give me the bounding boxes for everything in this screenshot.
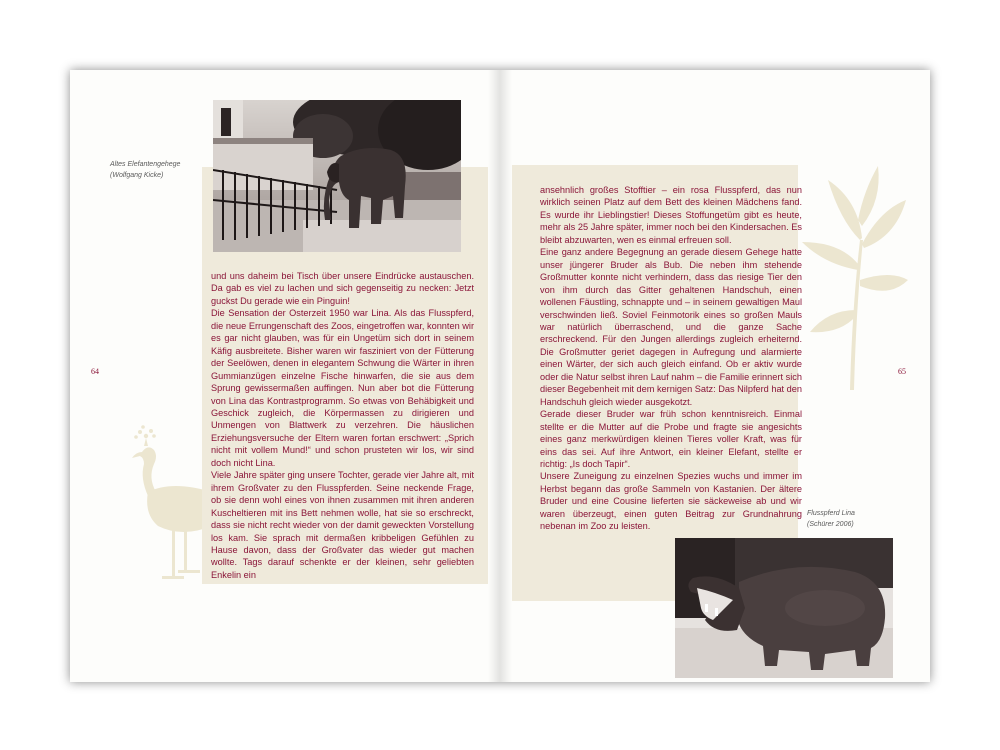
paragraph: und uns daheim bei Tisch über unsere Eindrücke austauschen. Da gab es viel zu lachen und sich gegenseitig zu necken: Jetzt guckst Du gerade wie ein Pinguin! [211, 271, 474, 306]
caption-credit: (Schürer 2006) [807, 521, 854, 528]
caption-hippo-lina [807, 508, 897, 530]
paragraph: Unsere Zuneigung zu einzelnen Spezies wuchs und immer im Herbst begann das große Sammeln von Kastanien. Der ältere Bruder und eine Cousine lieferten sie säckeweise ab und wir waren überzeugt, einen guten Beitrag zur Grundnahrung nebenan im Zoo zu leisten. [540, 471, 802, 532]
elephant-photo [213, 100, 461, 252]
paragraph: Die Sensation der Osterzeit 1950 war Lina. Als das Flusspferd, die neue Errungenschaft des Zoos, eingetroffen war, konnten wir es gar nicht glauben, was für ein Ungetüm sich dort in seinem Käfig ausbreitete. Bisher waren wir fasziniert von der Fütterung der Seelöwen, denen in elegantem Schwung die Wärter in ihren Gummianzügen einzelne Fische hinwarfen, die sie aus dem Sprung gewissermaßen auffingen. Nun aber bot die Fütterung von Lina das Kontrastprogramm. So etwas von Behäbigkeit und Geschick zugleich, die Körpermassen zu dirigieren und Unmengen von Blattwerk zu verzehren. Die häuslichen Erziehungsversuche der Eltern waren fortan erschwert: „Sprich nicht mit vollem Mund!“ und schon prusteten wir los, wir sind doch nicht Lina. [211, 308, 474, 468]
book-spread [70, 70, 930, 682]
paragraph: Viele Jahre später ging unsere Tochter, gerade vier Jahre alt, mit ihrem Großvater zu den Flusspferden. Seine neckende Frage, ob sie denn wohl eines von ihnen zusammen mit ihren anderen Kuscheltieren mit ins Bett nehmen wolle, hat sie so erschreckt, dass sie nicht recht wieder von der damit geweckten Vorstellung los kam. Sie sprach mit dermaßen kribbeligen Gefühlen zu Hause davon, dass der Großvater das wieder gut machen wollte. Tags darauf schenkte er der kleinen, sehr geliebten Enkelin ein [211, 470, 474, 580]
paragraph: ansehnlich großes Stofftier – ein rosa Flusspferd, das nun wirklich seinen Platz auf dem Bett des kleinen Mädchens fand. Es wurde ihr Lieblingstier! Dieses Stoffungetüm gibt es heute, mehr als 25 Jahre später, immer noch bei den Kindersachen. Es bleibt abzuwarten, wen es einmal erfreuen soll. [540, 185, 802, 245]
book-gutter [488, 70, 512, 682]
caption-title: Altes Elefantengehege [110, 161, 181, 168]
caption-title: Flusspferd Lina [807, 510, 855, 517]
paragraph: Eine ganz andere Begegnung an gerade diesem Gehege hatte unser jüngerer Bruder als Bub. Die neben ihm stehende Großmutter konnte nicht verhindern, dass das riesige Tier den von ihm durch das Gitter gehaltenen Handschuh, einen wollenen Fäustling, schnappte und – in seinem gewaltigen Maul verschwinden ließ. Soviel Feinmotorik eines so großen Mauls war natürlich überraschend, und die ganze Sache erschreckend. Für den Jungen allerdings zugleich erheiternd. Die Großmutter geriet dagegen in Aufregung und alarmierte einen Wärter, der sich auch gleich einfand. Ob er aktiv wurde oder die Natur selbst ihren Lauf nahm – die Familie erinnert sich dieser Begebenheit mit dem kernigen Satz: Das Nilpferd hat den Handschuh gleich wieder ausgekotzt. [540, 247, 802, 407]
leaf-branch-icon [800, 160, 910, 390]
caption-credit: (Wolfgang Kicke) [110, 172, 164, 179]
caption-old-elephant-enclosure [110, 159, 200, 181]
body-text-left [211, 270, 474, 581]
hippo-photo [675, 538, 893, 678]
page-number-right: 65 [898, 367, 906, 376]
paragraph: Gerade dieser Bruder war früh schon kenntnisreich. Einmal stellte er die Mutter auf die Probe und fragte sie angesichts eines ganz merkwürdigen kleinen Tieres voller Kraft, was für eins das sei. Auf ihre Antwort, ein kleiner Elefant, stellte er richtig: „Is doch Tapir“. [540, 409, 802, 469]
body-text-right [540, 184, 802, 533]
page-number-left: 64 [91, 367, 99, 376]
